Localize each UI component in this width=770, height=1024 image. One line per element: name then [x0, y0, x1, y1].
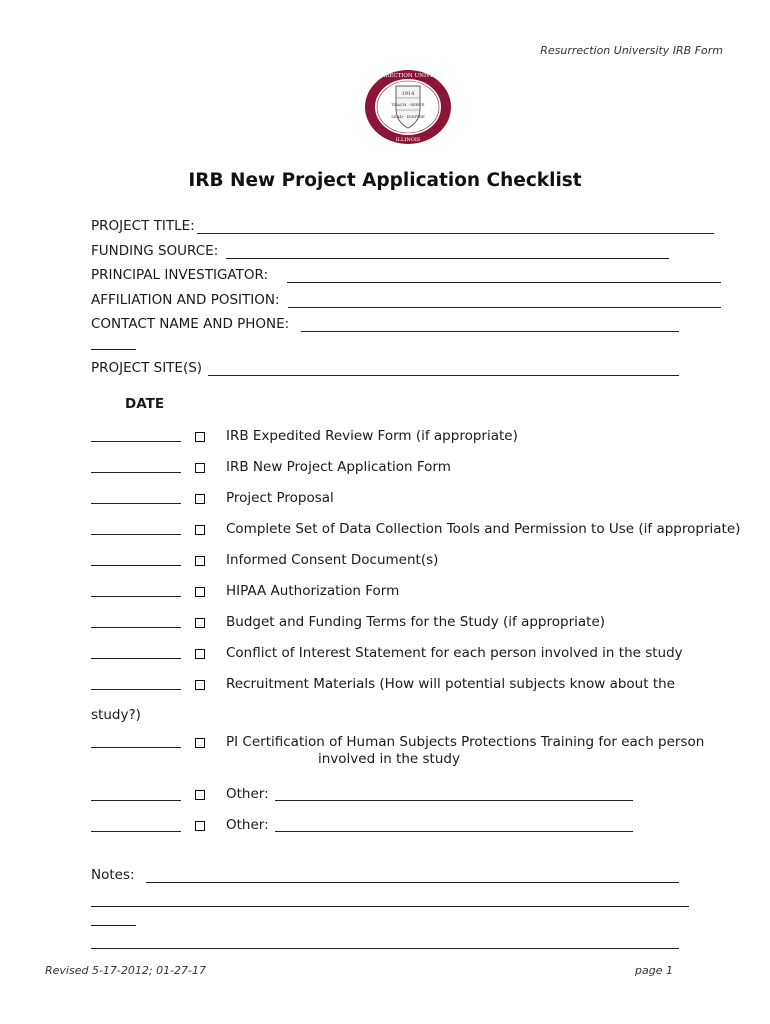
funding-source-line[interactable] [226, 258, 669, 259]
svg-text:1914: 1914 [401, 91, 415, 97]
other-item-label: Other: [226, 786, 269, 802]
date-line[interactable] [91, 689, 181, 690]
date-column-header: DATE [125, 396, 165, 412]
checkbox[interactable] [195, 587, 205, 597]
date-line[interactable] [91, 658, 181, 659]
svg-text:LEAD · INSPIRE: LEAD · INSPIRE [391, 114, 425, 119]
checklist-item-label: Recruitment Materials (How will potential subjects know about the [226, 676, 675, 692]
project-title-label: PROJECT TITLE: [91, 218, 195, 234]
checkbox[interactable] [195, 821, 205, 831]
other-item-label: Other: [226, 817, 269, 833]
project-sites-label: PROJECT SITE(S) [91, 360, 203, 376]
checklist-item-label: HIPAA Authorization Form [226, 583, 400, 599]
date-line[interactable] [91, 565, 181, 566]
university-seal-logo [363, 68, 453, 146]
contact-line-continued[interactable] [91, 349, 136, 350]
notes-label: Notes: [91, 867, 135, 883]
contact-label: CONTACT NAME AND PHONE: [91, 316, 290, 332]
notes-line-4[interactable] [91, 948, 679, 949]
date-line[interactable] [91, 627, 181, 628]
project-sites-line[interactable] [208, 375, 679, 376]
affiliation-line[interactable] [288, 307, 721, 308]
principal-investigator-line[interactable] [287, 282, 721, 283]
date-line[interactable] [91, 503, 181, 504]
checklist-item-label: IRB New Project Application Form [226, 459, 451, 475]
date-line[interactable] [91, 831, 181, 832]
checklist-item-label: Project Proposal [226, 490, 334, 506]
other-line[interactable] [275, 800, 633, 801]
checklist-item-label: Complete Set of Data Collection Tools and Permission to Use (if appropriate) [226, 521, 741, 537]
checklist-item-label: Informed Consent Document(s) [226, 552, 439, 568]
checklist-item-label: IRB Expedited Review Form (if appropriate) [226, 428, 518, 444]
svg-text:RESURRECTION UNIVERSITY: RESURRECTION UNIVERSITY [364, 73, 452, 79]
principal-investigator-label: PRINCIPAL INVESTIGATOR: [91, 267, 269, 283]
checkbox[interactable] [195, 790, 205, 800]
checkbox[interactable] [195, 649, 205, 659]
date-line[interactable] [91, 800, 181, 801]
checkbox[interactable] [195, 556, 205, 566]
date-line[interactable] [91, 472, 181, 473]
other-line[interactable] [275, 831, 633, 832]
project-title-line[interactable] [197, 233, 714, 234]
date-line[interactable] [91, 596, 181, 597]
checkbox[interactable] [195, 618, 205, 628]
checklist-item-continuation: involved in the study [318, 751, 460, 767]
checkbox[interactable] [195, 738, 205, 748]
funding-source-label: FUNDING SOURCE: [91, 243, 219, 259]
checklist-item-label: Budget and Funding Terms for the Study (if appropriate) [226, 614, 606, 630]
contact-line[interactable] [301, 331, 679, 332]
checkbox[interactable] [195, 432, 205, 442]
page-number: page 1 [635, 964, 673, 977]
notes-line-2[interactable] [91, 906, 689, 907]
checkbox[interactable] [195, 680, 205, 690]
form-header-note: Resurrection University IRB Form [540, 44, 723, 57]
checkbox[interactable] [195, 494, 205, 504]
affiliation-label: AFFILIATION AND POSITION: [91, 292, 280, 308]
svg-text:TEACH · SERVE: TEACH · SERVE [391, 102, 425, 107]
notes-line-1[interactable] [146, 882, 679, 883]
svg-text:ILLINOIS: ILLINOIS [395, 137, 421, 143]
date-line[interactable] [91, 534, 181, 535]
checklist-item-label: PI Certification of Human Subjects Protections Training for each person [226, 734, 705, 750]
date-line[interactable] [91, 747, 181, 748]
checklist-item-label: Conflict of Interest Statement for each person involved in the study [226, 645, 683, 661]
checkbox[interactable] [195, 525, 205, 535]
checkbox[interactable] [195, 463, 205, 473]
date-line[interactable] [91, 441, 181, 442]
notes-line-3[interactable] [91, 925, 136, 926]
checklist-item-continuation: study?) [91, 707, 141, 723]
page-title: IRB New Project Application Checklist [188, 170, 582, 191]
revision-date: Revised 5-17-2012; 01-27-17 [45, 964, 207, 977]
